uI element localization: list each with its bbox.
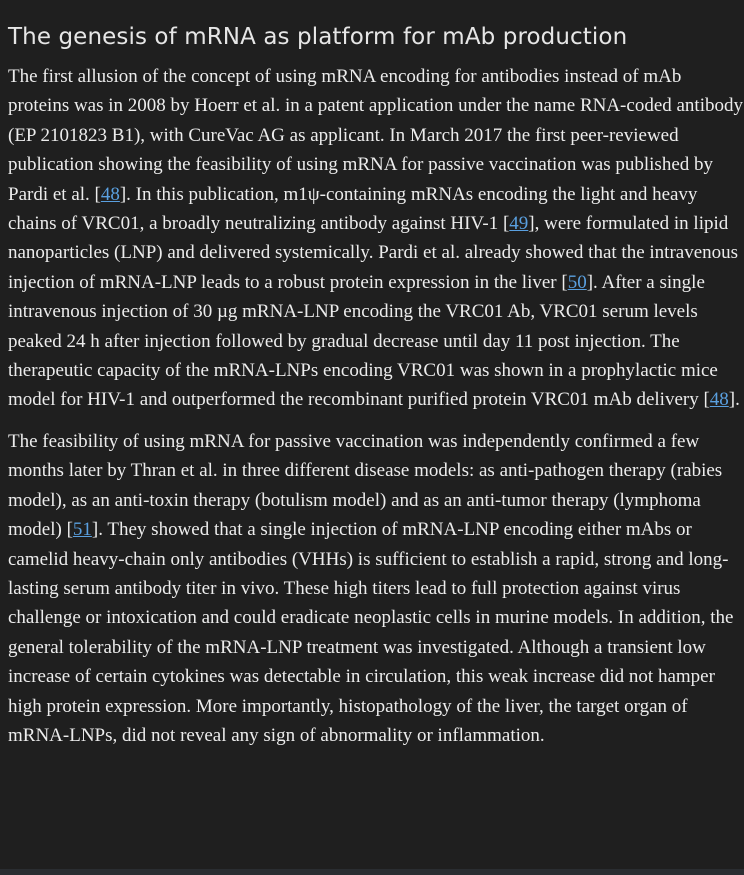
paragraph-text: ]. In this publication, m1ψ-containing mRNAs encoding the light and heavy chains of VRC01, a broadly neutralizing antibody against HIV-1 [ bbox=[8, 183, 698, 235]
paragraph-text: The first allusion of the concept of using mRNA encoding for antibodies instead of mAb proteins was in 2008 by Hoerr et al. in a patent application under the name RNA-coded antibody (EP 2101823 B1), with CureVac AG as applicant. In March 2017 the first peer-reviewed publication showing the feasibility of using mRNA for passive vaccination was published by Pardi et al. [ bbox=[8, 66, 743, 205]
paragraph-1 bbox=[8, 62, 744, 415]
reference-link-50[interactable]: 50 bbox=[567, 271, 587, 293]
paragraph-text: ]. bbox=[728, 389, 740, 411]
reference-link-49[interactable]: 49 bbox=[509, 213, 529, 235]
paragraph-2 bbox=[8, 427, 744, 750]
paragraph-text: ]. After a single intravenous injection of 30 µg mRNA-LNP encoding the VRC01 Ab, VRC01 serum levels peaked 24 h after injection followed by gradual decrease until day 11 post injection. The therapeutic capacity of the mRNA-LNPs encoding VRC01 was shown in a prophylactic mice model for HIV-1 and outperformed the recombinant purified protein VRC01 mAb delivery [ bbox=[8, 271, 718, 411]
article bbox=[8, 18, 744, 762]
paragraph-text: ]. They showed that a single injection of mRNA-LNP encoding either mAbs or camelid heavy-chain only antibodies (VHHs) is sufficient to establish a rapid, strong and long-lasting serum antibody titer in vivo. These high titers lead to full protection against virus challenge or intoxication and could eradicate neoplastic cells in murine models. In addition, the general tolerability of the mRNA-LNP treatment was investigated. Although a transient low increase of certain cytokines was detectable in circulation, this weak increase did not hamper high protein expression. More importantly, histopathology of the liver, the target organ of mRNA-LNPs, did not reveal any sign of abnormality or inflammation. bbox=[8, 519, 734, 746]
paragraph-text: ], were formulated in lipid nanoparticles (LNP) and delivered systemically. Pardi et al. already showed that the intravenous injection of mRNA-LNP leads to a robust protein expression in the liver [ bbox=[8, 213, 739, 293]
paragraph-text: The feasibility of using mRNA for passive vaccination was independently confirmed a few months later by Thran et al. in three different disease models: as anti-pathogen therapy (rabies model), as an anti-toxin therapy (botulism model) and as an anti-tumor therapy (lymphoma model) [ bbox=[8, 430, 723, 541]
reference-link-51[interactable]: 51 bbox=[72, 519, 92, 541]
reference-link-48[interactable]: 48 bbox=[100, 183, 120, 205]
bottom-scroll-bar bbox=[0, 869, 744, 875]
reference-link-48[interactable]: 48 bbox=[709, 389, 729, 411]
section-title: The genesis of mRNA as platform for mAb production bbox=[8, 24, 628, 50]
